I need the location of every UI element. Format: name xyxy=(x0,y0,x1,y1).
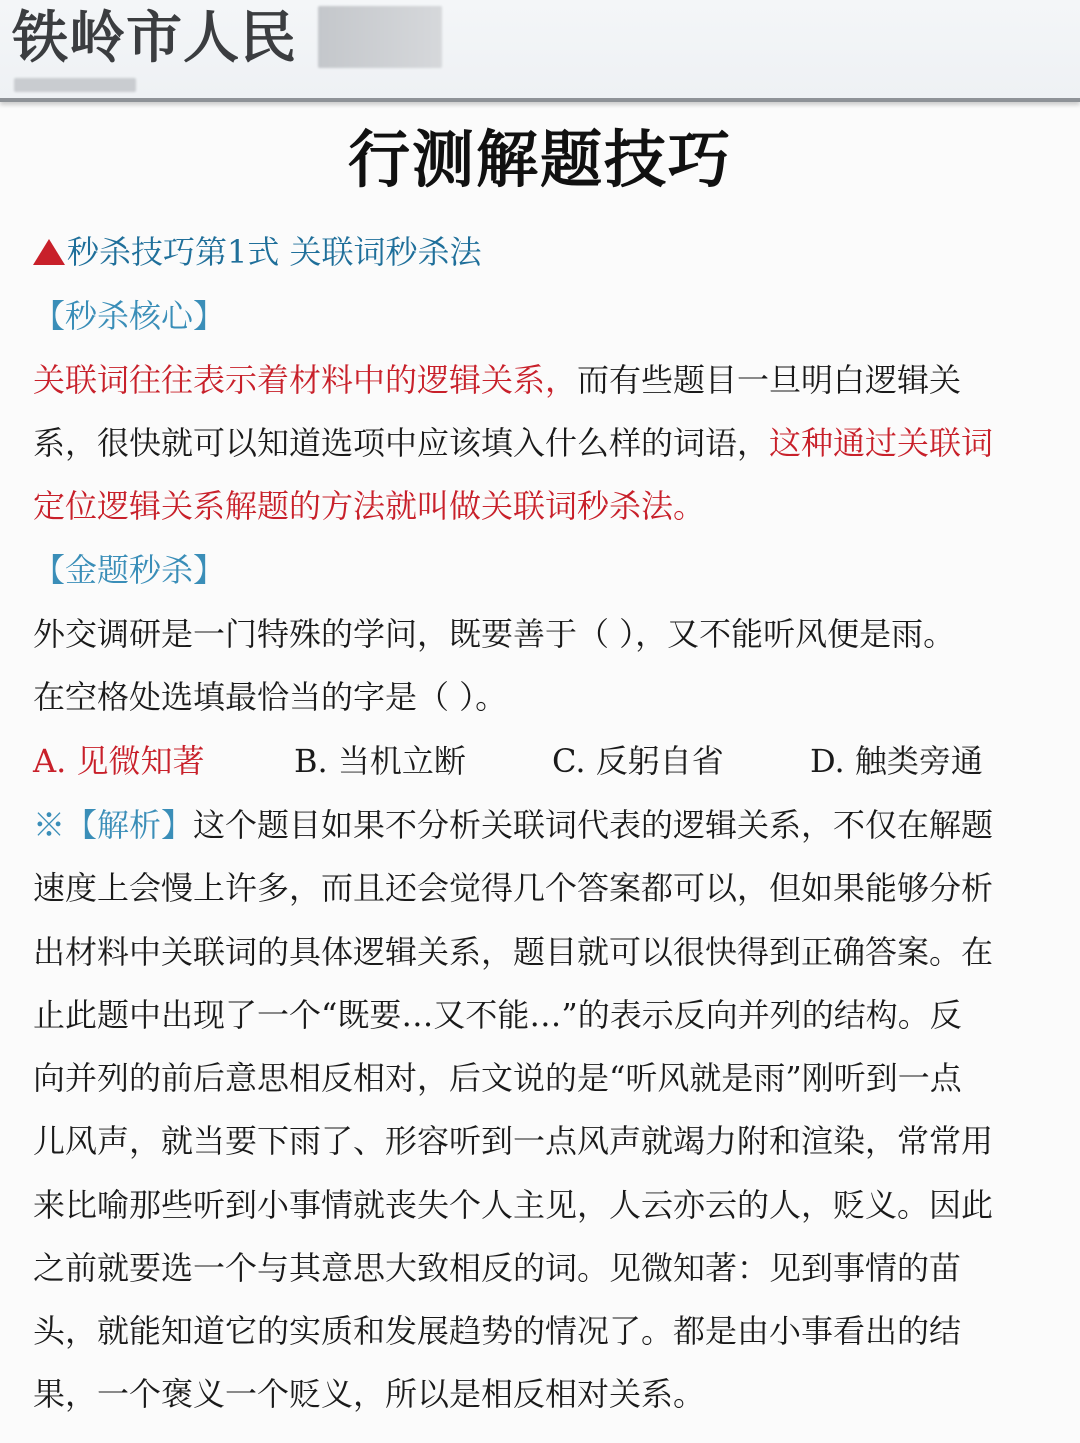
analysis-line-1: ※【解析】这个题目如果不分析关联词代表的逻辑关系，不仅在解题 xyxy=(33,806,994,844)
analysis-line-3: 出材料中关联词的具体逻辑关系，题目就可以很快得到正确答案。在 xyxy=(33,933,994,971)
analysis-line-7: 来比喻那些听到小事情就丧失个人主见，人云亦云的人，贬义。因此 xyxy=(33,1186,994,1224)
analysis-label: ※【解析】 xyxy=(33,806,194,844)
header-banner xyxy=(0,0,1080,102)
organization-name: 铁岭市人民 xyxy=(12,6,297,71)
example-label: 【金题秒杀】 xyxy=(33,551,226,589)
analysis-line-10: 果，一个褒义一个贬义，所以是相反相对关系。 xyxy=(33,1375,706,1413)
core-label: 【秒杀核心】 xyxy=(33,297,226,335)
section-heading: 秒杀技巧第1式 关联词秒杀法 xyxy=(33,232,1033,272)
analysis-line-2: 速度上会慢上许多，而且还会觉得几个答案都可以，但如果能够分析 xyxy=(33,869,994,907)
page-title: 行测解题技巧 xyxy=(347,123,732,196)
triangle-bullet-icon xyxy=(33,239,65,265)
analysis-line-8: 之前就要选一个与其意思大致相反的词。见微知著：见到事情的苗 xyxy=(33,1249,962,1287)
blurred-region xyxy=(318,6,442,68)
option-c: C. 反躬自省 xyxy=(552,742,724,780)
option-b: B. 当机立断 xyxy=(294,742,466,780)
analysis-line-5: 向并列的前后意思相反相对，后文说的是“听风就是雨”刚听到一点 xyxy=(33,1059,962,1097)
option-a: A. 见微知著 xyxy=(33,742,205,780)
question-line-2: 在空格处选填最恰当的字是（ ）。 xyxy=(33,678,508,716)
core-text-line-2: 系，很快就可以知道选项中应该填入什么样的词语，这种通过关联词 xyxy=(33,424,994,462)
answer-options xyxy=(33,741,1033,781)
blurred-subtitle xyxy=(14,78,136,92)
analysis-line-9: 头，就能知道它的实质和发展趋势的情况了。都是由小事看出的结 xyxy=(33,1312,962,1350)
option-d: D. 触类旁通 xyxy=(810,742,983,780)
core-text-line-3: 定位逻辑关系解题的方法就叫做关联词秒杀法。 xyxy=(33,487,706,525)
analysis-line-6: 儿风声，就当要下雨了、形容听到一点风声就竭力附和渲染，常常用 xyxy=(33,1122,994,1160)
analysis-line-4: 止此题中出现了一个“既要…又不能…”的表示反向并列的结构。反 xyxy=(33,996,962,1034)
question-line-1: 外交调研是一门特殊的学问，既要善于（ ），又不能听风便是雨。 xyxy=(33,615,956,653)
core-text-line-1: 关联词往往表示着材料中的逻辑关系，而有些题目一旦明白逻辑关 xyxy=(33,361,962,399)
